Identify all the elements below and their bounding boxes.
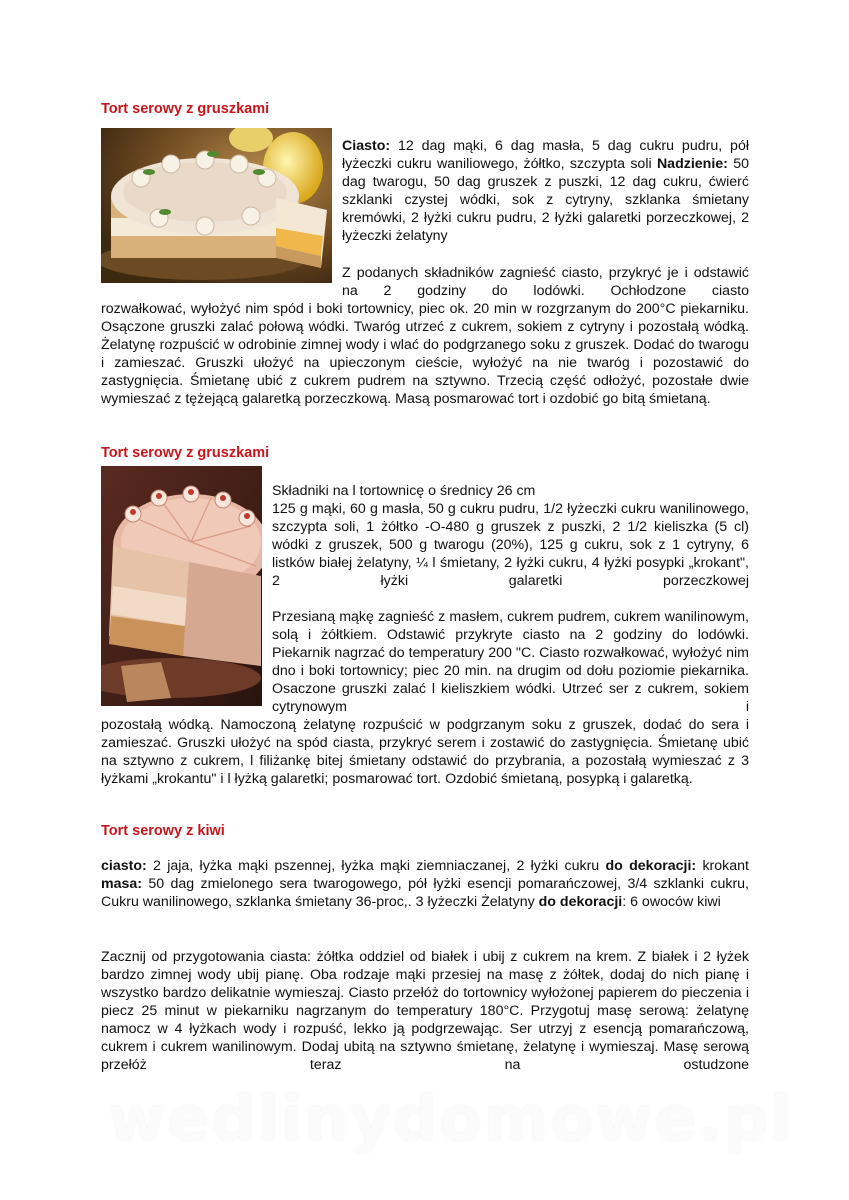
site-watermark: wedlinydomowe.pl [108,1082,794,1155]
filling-ingredients: 50 dag twarogu, 50 dag gruszek z puszki, 12 dag cukru, ćwierć szklanki czystej wódki, sok z cytryny, szklanka śmietany kremówki, 2 łyżki cukru pudru, 2 łyżki galaretki porzeczkowej, 2 łyżeczki żelatyny [342,156,749,244]
recipe-1-method-side: Z podanych składników zagnieść ciasto, przykryć je i odstawić na 2 godziny do lodówki. Ochłodzone ciasto [342,265,749,299]
recipe-2-title: Tort serowy z gruszkami [101,445,270,461]
ingredients-heading: Składniki na l tortownicę o średnicy 26 cm [272,483,536,499]
recipe-1-ingredients [342,137,749,245]
recipe-2-method: pozostałą wódką. Namoczoną żelatynę rozpuścić w podgrzanym soku z gruszek, dodać do sera i zamieszać. Gruszki ułożyć na spód ciasta, przykryć serem i zostawić do zastygnięcia. Śmietanę ubić na sztywno z cukrem, l filiżankę bitej śmietany odstawić do przybrania, a pozostałą wymieszać z 3 łyżkami „krokantu" i l łyżką galaretki; posmarować tort. Ozdobić śmietaną, posypką i galaretką. [101,717,749,787]
filling-label: Nadzienie: [656,156,728,172]
recipe-3-title: Tort serowy z kiwi [101,823,225,839]
recipe-3-method: Zacznij od przygotowania ciasta: żółtka oddziel od białek i ubij z cukrem na krem. Z białek i 2 łyżek bardzo zimnej wody ubij pianę. Oba rodzaje mąki przesiej na masę z żółtek, dodaj do nich pianę i wszystko bardzo delikatnie wymieszaj. Ciasto przełóż do tortownicy wyłożonej papierem do pieczenia i piecz 25 minut w piekarniku nagrzanym do temperatury 180°C. Przygotuj masę serową: żelatynę namocz w 4 łyżkach wody i rozpuść, lekko ją podgrzewając. Ser utrzyj z esencją pomarańczową, cukrem i cukrem wanilinowym. Dodaj ubitą na sztywno śmietanę, żelatynę i wymieszaj. Masę serową przełóż teraz na ostudzone [101,949,749,1073]
recipe-2-ingredients [272,482,749,590]
cake-slice-photo [101,466,262,706]
dough-ingredients: 12 dag mąki, 6 dag masła, 5 dag cukru pudru, pół łyżeczki cukru waniliowego, żółtko, szczypta soli [342,138,749,172]
dough-label: Ciasto: [342,138,391,154]
recipe-2-method-side: Przesianą mąkę zagnieść z masłem, cukrem pudrem, cukrem wanilinowym, solą i żółtkiem. Odstawić przykryte ciasto na 2 godziny do lodówki. Piekarnik nagrzać do temperatury 200 "C. Ciasto rozwałkować, wyłożyć nim dno i boki tortownicy; piec 20 min. na drugim od dołu poziomie piekarnika. Osaczone gruszki zalać l kieliszkiem wódki. Utrzeć ser z cukrem, sokiem cytrynowym i [272,609,749,715]
cake-pears-lemon-photo [101,128,332,283]
ingredients-list: 125 g mąki, 60 g masła, 50 g cukru pudru, 1/2 łyżeczki cukru wanilinowego, szczypta soli, 1 żółtko -O-480 g gruszek z puszki, 2 1/2 kieliszka (5 cl) wódki z gruszek, 500 g twarogu (20%), 125 g cukru, sok z 1 cytryny, 6 listków białej żelatyny, ¼ l śmietany, 2 łyżki cukru, 4 łyżki posypki „krokant", 2 łyżki galaretki porzeczkowej [272,501,749,589]
recipe-1-title: Tort serowy z gruszkami [101,101,270,117]
recipe-1-method: rozwałkować, wyłożyć nim spód i boki tortownicy, piec ok. 20 min w rozgrzanym do 200°C piekarniku. Osączone gruszki zalać połową wódki. Twaróg utrzeć z cukrem, sokiem z cytryny i pozostałą wódką. Żelatynę rozpuścić w odrobinie zimnej wody i wlać do podgrzanego soku z gruszek. Dodać do twarogu i zamieszać. Gruszki ułożyć na upieczonym cieście, wyłożyć na nie twaróg i pozostawić do zastygnięcia. Śmietanę ubić z cukrem pudrem na sztywno. Trzecią część odłożyć, pozostałe dwie wymieszać z tężejącą galaretką porzeczkową. Masą posmarować tort i ozdobić go bitą śmietaną. [101,301,749,407]
recipe-3-ingredients: ciasto: 2 jaja, łyżka mąki pszennej, łyżka mąki ziemniaczanej, 2 łyżki cukru do dekoracji: krokant masa: 50 dag zmielonego sera twarogowego, pół łyżki esencji pomarańczowej, 3/4 szklanki cukru, Cukru wanilinowego, szklanka śmietany 36-proc,. 3 łyżeczki Żelatyny do dekoracji: 6 owoców kiwi [101,858,749,910]
